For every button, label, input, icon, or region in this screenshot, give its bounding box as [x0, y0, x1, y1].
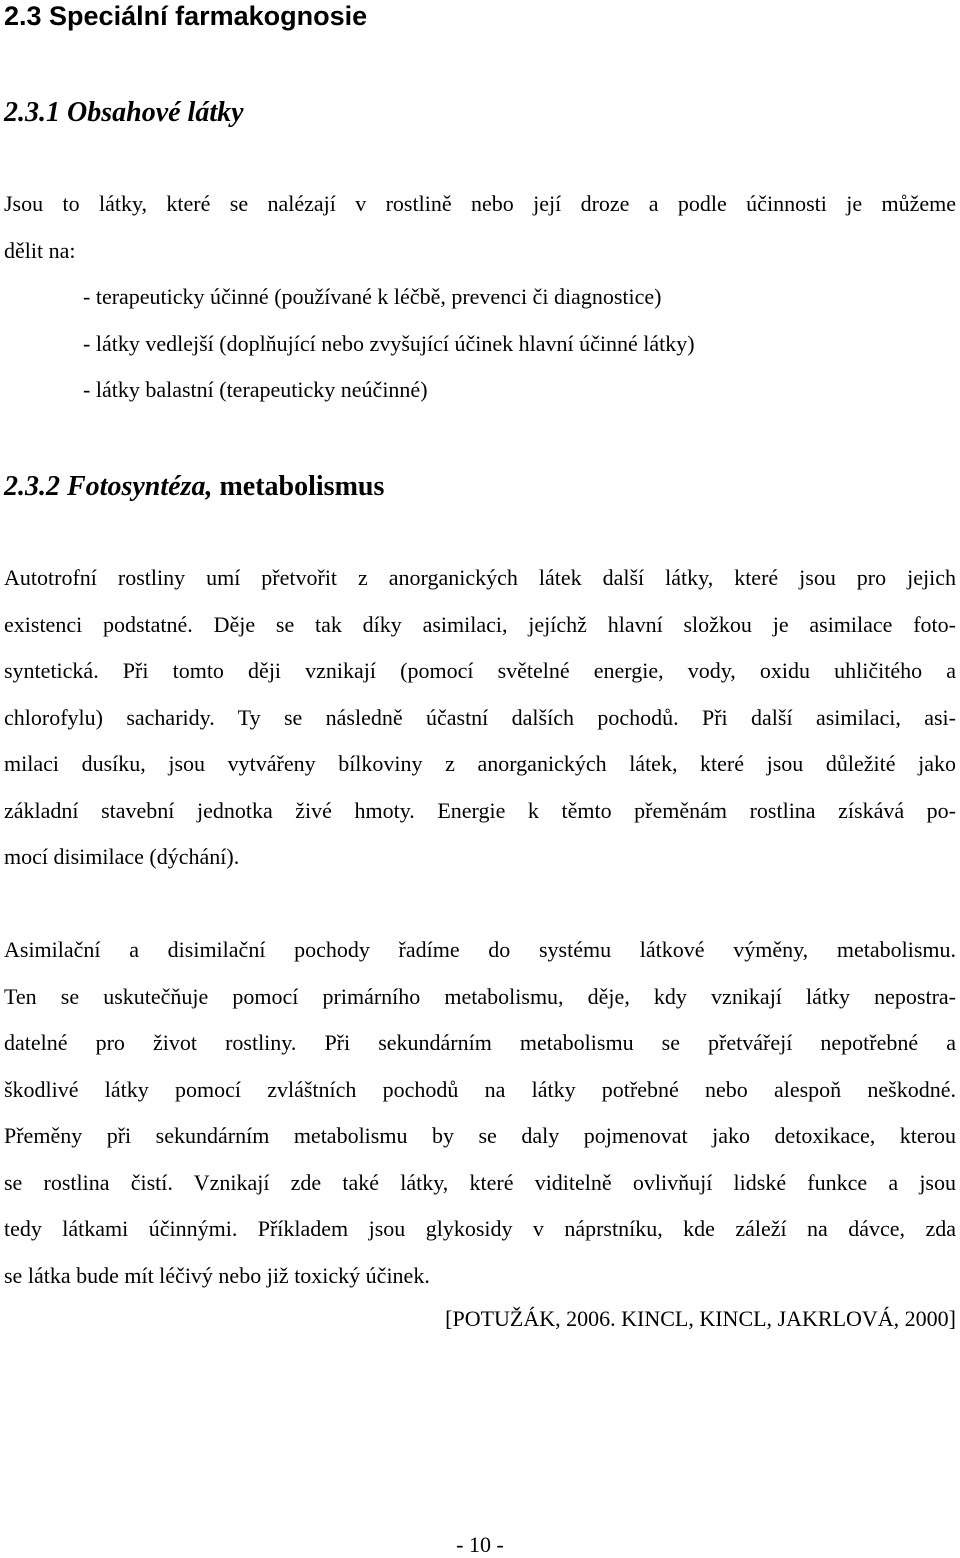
text-line: mocí disimilace (dýchání). — [4, 844, 240, 869]
text-line: syntetická. Při tomto ději vznikají (pomocí světelné energie, vody, oxidu uhličitého a — [4, 658, 956, 683]
text-line: datelné pro život rostliny. Při sekundárním metabolismu se přetvářejí nepotřebné a — [4, 1030, 956, 1055]
text-line: Autotrofní rostliny umí přetvořit z anorganických látek další látky, které jsou pro jejich — [4, 565, 956, 590]
page-number: - 10 - — [456, 1532, 504, 1557]
text-line: chlorofylu) sacharidy. Ty se následně účastní dalších pochodů. Při další asimilaci, asi- — [4, 704, 956, 730]
heading-number: 2.3.2 — [4, 471, 60, 502]
list-item: - látky vedlejší (doplňující nebo zvyšující účinek hlavní účinné látky) — [83, 330, 695, 356]
text-line: Jsou to látky, které se nalézají v rostlině nebo její droze a podle účinnosti je můžeme — [4, 191, 956, 216]
text-line: se rostlina čistí. Vznikají zde také látky, které viditelně ovlivňují lidské funkce a jsou — [4, 1169, 956, 1195]
metabolism-paragraph — [4, 927, 956, 1299]
subsection-heading-2-3-1: 2.3.1 Obsahové látky — [4, 97, 244, 128]
list-item: - terapeuticky účinné (používané k léčbě, prevenci či diagnostice) — [83, 284, 662, 309]
text-line: Přeměny při sekundárním metabolismu by se daly pojmenovat jako detoxikace, kterou — [4, 1123, 956, 1148]
text-line: dělit na: — [4, 237, 76, 263]
text-line: základní stavební jednotka živé hmoty. Energie k těmto přeměnám rostlina získává po- — [4, 797, 956, 823]
list-item: - látky balastní (terapeuticky neúčinné) — [83, 377, 428, 402]
heading-bold-part: metabolismus — [219, 471, 385, 502]
text-line: se látka bude mít léčivý nebo již toxický účinek. — [4, 1262, 430, 1288]
intro-paragraph — [4, 181, 956, 274]
text-line: milaci dusíku, jsou vytvářeny bílkoviny z anorganických látek, které jsou důležité jako — [4, 751, 956, 776]
text-line: škodlivé látky pomocí zvláštních pochodů na látky potřebné nebo alespoň neškodné. — [4, 1076, 956, 1102]
text-line: existenci podstatné. Děje se tak díky asimilaci, jejíchž hlavní složkou je asimilace foto- — [4, 611, 956, 637]
section-heading-2-3: 2.3 Speciální farmakognosie — [4, 1, 368, 31]
substance-list — [83, 274, 695, 414]
heading-italic-part: Fotosyntéza, — [67, 471, 213, 502]
text-line: Ten se uskutečňuje pomocí primárního metabolismu, děje, kdy vznikají látky nepostra- — [4, 983, 956, 1009]
subsection-heading-2-3-2 — [4, 470, 384, 504]
photosynthesis-paragraph — [4, 555, 956, 881]
citation: [POTUŽÁK, 2006. KINCL, KINCL, JAKRLOVÁ, 2000] — [445, 1306, 956, 1331]
text-line: Asimilační a disimilační pochody řadíme do systému látkové výměny, metabolismu. — [4, 937, 956, 962]
text-line: tedy látkami účinnými. Příkladem jsou glykosidy v náprstníku, kde záleží na dávce, zda — [4, 1216, 956, 1241]
